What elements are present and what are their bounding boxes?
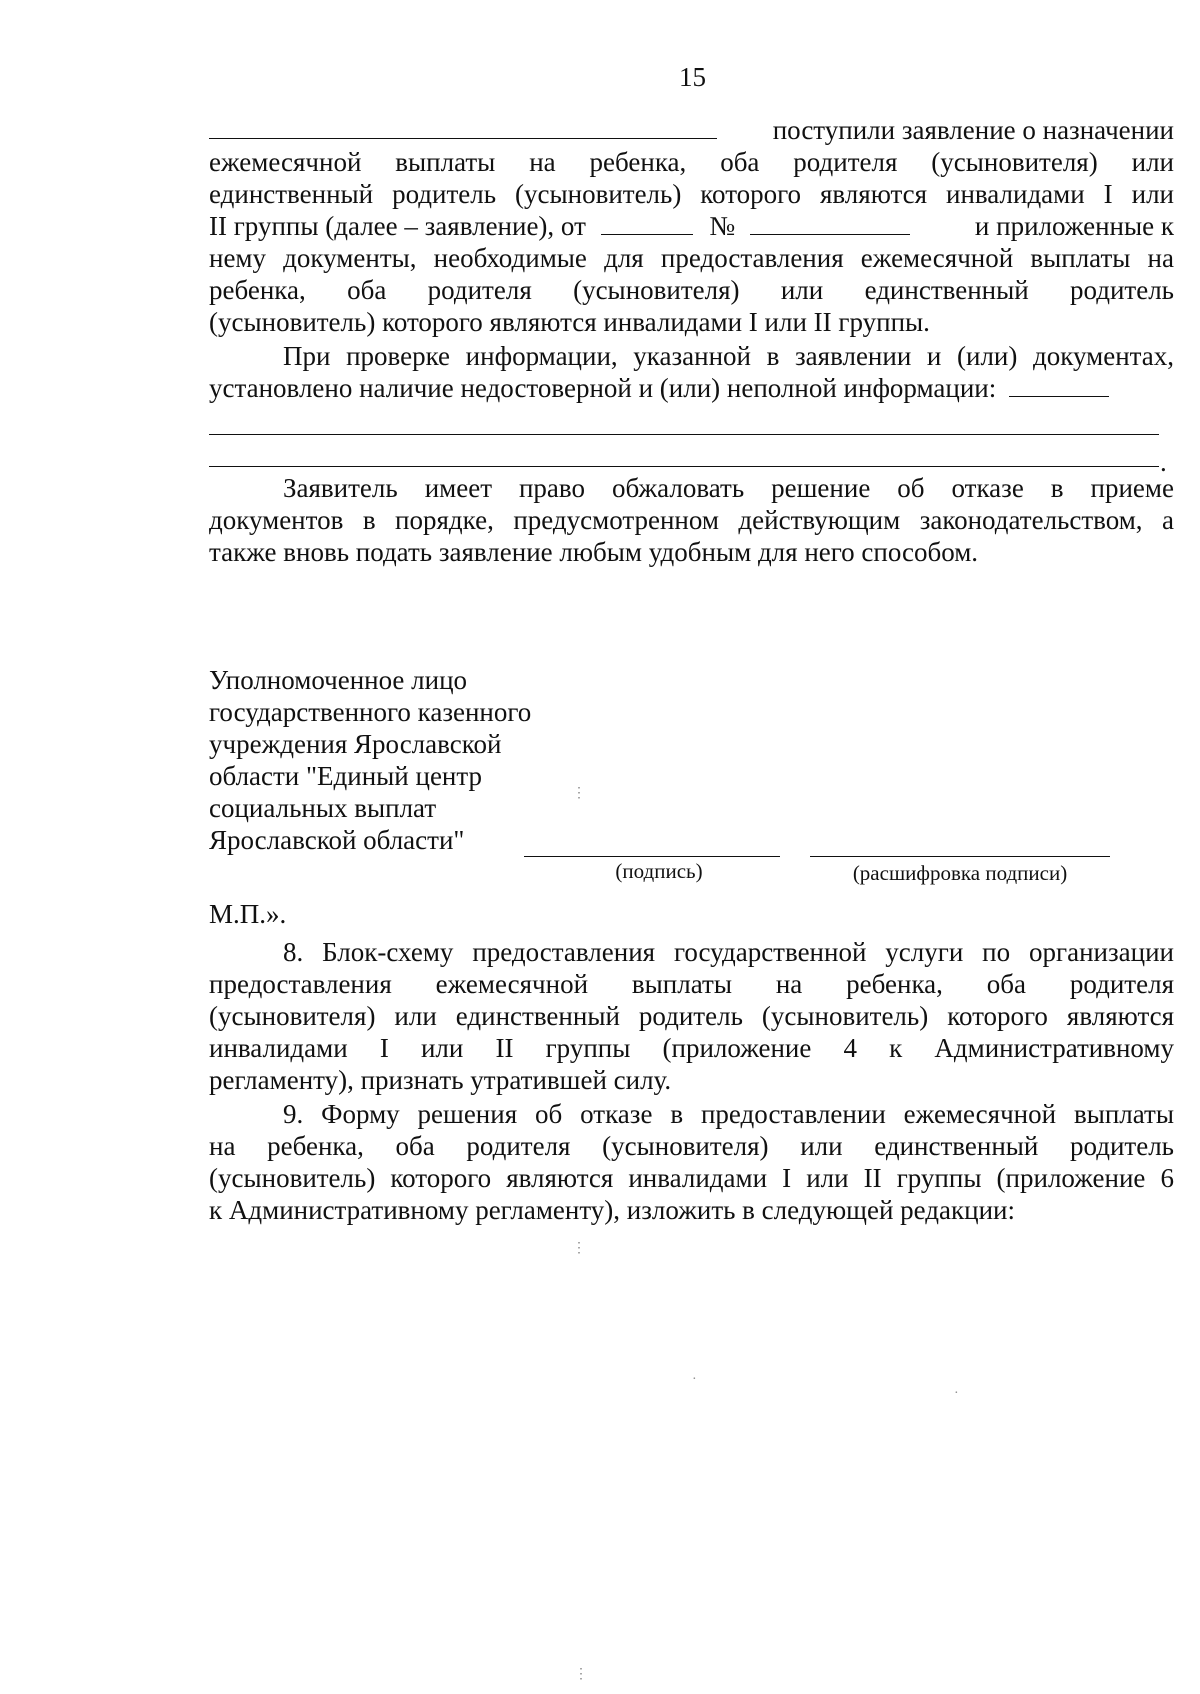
scan-speck: ⋮ [572,786,586,801]
item-9-line-3: (усыновитель) которого являются инвалидами I или II группы (приложение 6 [209,1163,1174,1193]
official-title-line-2: государственного казенного [209,697,532,727]
paragraph-1-line-4 [209,210,1174,242]
application-number-blank [750,210,910,235]
item-9-line-2: на ребенка, оба родителя (усыновителя) или единственный родитель [209,1131,1174,1161]
paragraph-1-line-2: ежемесячной выплаты на ребенка, оба родителя (усыновителя) или [209,147,1174,177]
official-title-line-1: Уполномоченное лицо [209,665,468,695]
recipient-blank [209,114,717,139]
scan-speck: · [692,1372,697,1387]
application-from-text: II группы (далее – заявление), от [209,211,586,241]
item-8-line-3: (усыновителя) или единственный родитель (усыновитель) которого являются [209,1001,1174,1031]
paragraph-1-line-6: ребенка, оба родителя (усыновителя) или единственный родитель [209,275,1174,305]
scan-speck: ⋮ [572,1241,586,1256]
paragraph-1-line-5: нему документы, необходимые для предоставления ежемесячной выплаты на [209,243,1174,273]
item-9-line-1: 9. Форму решения об отказе в предоставлении ежемесячной выплаты [283,1099,1174,1129]
paragraph-1-line-1 [209,114,1174,146]
incomplete-info-text: установлено наличие недостоверной и (или) неполной информации: [209,373,997,403]
paragraph-2-line-1: При проверке информации, указанной в заявлении и (или) документах, [283,341,1174,371]
paragraph-1-line-7: (усыновитель) которого являются инвалидами I или II группы. [209,307,930,337]
official-title-line-5: социальных выплат [209,793,437,823]
signature-line [524,856,780,857]
signature-decoding-line [810,856,1110,857]
item-9-line-4: к Административному регламенту), изложить в следующей редакции: [209,1195,1015,1225]
item-8-line-1: 8. Блок-схему предоставления государственной услуги по организации [283,937,1174,967]
paragraph-1-line-1-text: поступили заявление о назначении [772,115,1174,145]
incomplete-info-rule-1 [209,434,1159,435]
incomplete-info-blank [1009,372,1109,397]
official-title-line-6: Ярославской области" [209,825,465,855]
number-sign: № [709,211,736,241]
scan-speck: ⋮ [574,1667,588,1682]
seal-label: М.П.». [209,899,287,929]
scan-speck: · [954,1386,959,1401]
paragraph-2-line-2 [209,372,1174,404]
incomplete-info-period: . [1160,447,1167,477]
application-date-blank [601,210,693,235]
item-8-line-2: предоставления ежемесячной выплаты на ребенка, оба родителя [209,969,1174,999]
paragraph-3-line-2: документов в порядке, предусмотренном действующим законодательством, а [209,505,1174,535]
paragraph-3-line-3: также вновь подать заявление любым удобным для него способом. [209,537,979,567]
official-title-line-3: учреждения Ярославской [209,729,502,759]
attached-text: и приложенные к [974,211,1174,241]
page-number: 15 [679,62,706,92]
signature-caption: (подпись) [615,859,703,883]
incomplete-info-rule-2 [209,466,1159,467]
signature-decoding-caption: (расшифровка подписи) [852,861,1068,885]
item-8-line-5: регламенту), признать утратившей силу. [209,1065,672,1095]
item-8-line-4: инвалидами I или II группы (приложение 4 к Административному [209,1033,1174,1063]
paragraph-1-line-3: единственный родитель (усыновитель) которого являются инвалидами I или [209,179,1174,209]
official-title-line-4: области "Единый центр [209,761,483,791]
paragraph-3-line-1: Заявитель имеет право обжаловать решение об отказе в приеме [283,473,1174,503]
